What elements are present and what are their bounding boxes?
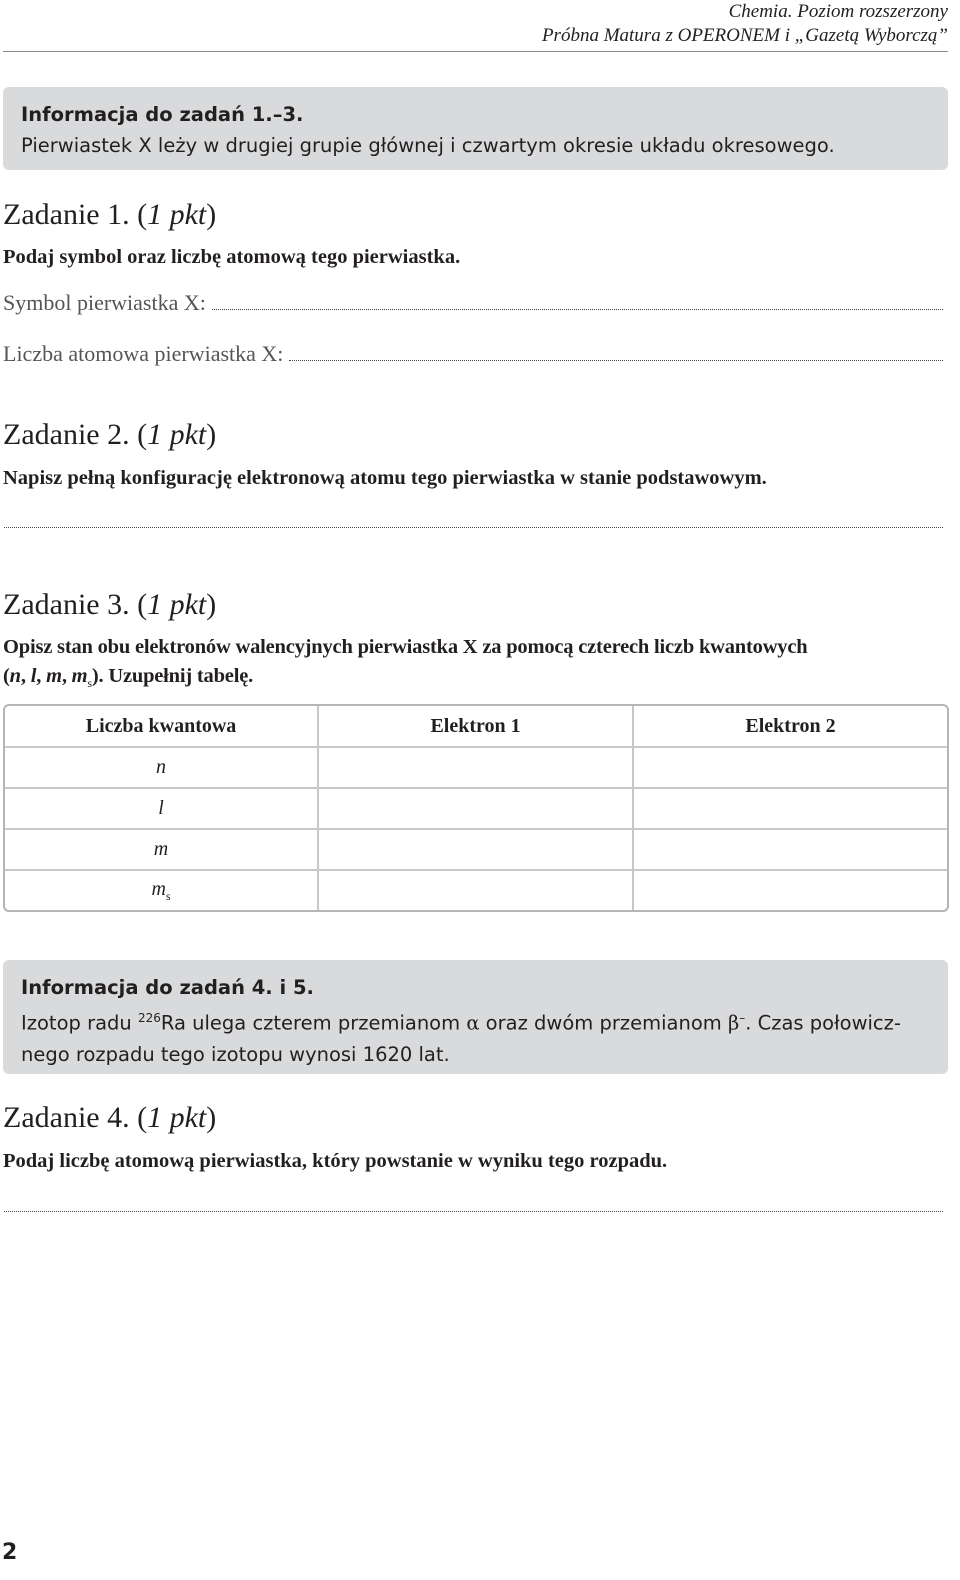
task-4-label: Zadanie 4. — [3, 1101, 130, 1134]
info-box-2-title: Informacja do zadań 4. i 5. — [21, 976, 314, 999]
task-1-heading: Zadanie 1. (1 pkt) — [3, 198, 217, 231]
task-3-heading: Zadanie 3. (1 pkt) — [3, 588, 217, 621]
page-number: 2 — [2, 1540, 18, 1565]
task-3-label: Zadanie 3. — [3, 588, 130, 621]
task-2-instruction: Napisz pełną konfigurację elektronową atomu tego pierwiastka w stanie podstawowym. — [3, 467, 767, 489]
electron-2-answer-cell[interactable] — [634, 830, 947, 871]
answer-line[interactable] — [289, 340, 943, 361]
task-3-points: 1 pkt — [147, 588, 207, 621]
info-box-2-text: Izotop radu $^{226}$Ra ulega czterem przemianom α oraz dwóm przemianom β–. Czas połowicz- — [21, 1011, 901, 1035]
page-header — [0, 0, 948, 48]
quantum-number-cell: l — [5, 789, 319, 830]
task-1-label: Zadanie 1. — [3, 198, 130, 231]
task-2-points: 1 pkt — [147, 418, 207, 451]
electron-2-answer-cell[interactable] — [634, 748, 947, 789]
quantum-number-cell: m — [5, 830, 319, 871]
info-box-2-text-cont: nego rozpadu tego izotopu wynosi 1620 lat. — [21, 1042, 450, 1066]
table-header-cell: Elektron 2 — [634, 706, 947, 748]
task-4-points: 1 pkt — [147, 1101, 207, 1134]
table-row — [5, 871, 947, 910]
task-4-heading: Zadanie 4. (1 pkt) — [3, 1101, 217, 1134]
header-divider — [3, 51, 948, 52]
electron-2-answer-cell[interactable] — [634, 871, 947, 910]
header-exam: Próbna Matura z OPERONEM i „Gazetą Wyborczą” — [541, 25, 948, 46]
table-row — [5, 748, 947, 789]
task-3-instruction — [3, 633, 951, 698]
table-row — [5, 789, 947, 830]
electron-1-answer-cell[interactable] — [319, 789, 634, 830]
header-subject: Chemia. Poziom rozszerzony — [728, 1, 948, 22]
task-4-answer-line[interactable] — [4, 1211, 943, 1212]
electron-2-answer-cell[interactable] — [634, 789, 947, 830]
electron-1-answer-cell[interactable] — [319, 748, 634, 789]
task-1-symbol-label: Symbol pierwiastka X: — [3, 290, 206, 315]
table-header-cell: Liczba kwantowa — [5, 706, 319, 748]
quantum-number-cell: n — [5, 748, 319, 789]
task-2-answer-line[interactable] — [4, 527, 943, 528]
task-1-atomic-number-label: Liczba atomowa pierwiastka X: — [3, 341, 284, 366]
task-1-symbol-field[interactable] — [3, 289, 943, 317]
info-box-1-title: Informacja do zadań 1.–3. — [21, 103, 304, 126]
table-header-row — [5, 706, 947, 748]
task-2-label: Zadanie 2. — [3, 418, 130, 451]
info-box-2 — [3, 960, 948, 1074]
task-1-atomic-number-field[interactable] — [3, 340, 943, 368]
task-2-heading: Zadanie 2. (1 pkt) — [3, 418, 217, 451]
electron-1-answer-cell[interactable] — [319, 871, 634, 910]
task-4-instruction: Podaj liczbę atomową pierwiastka, który powstanie w wyniku tego rozpadu. — [3, 1150, 668, 1172]
quantum-numbers-table — [3, 704, 949, 912]
info-box-1 — [3, 87, 948, 170]
quantum-number-cell: $m_s$ — [5, 871, 319, 910]
electron-1-answer-cell[interactable] — [319, 830, 634, 871]
answer-line[interactable] — [212, 289, 943, 310]
task-1-instruction: Podaj symbol oraz liczbę atomową tego pierwiastka. — [3, 246, 461, 268]
task-1-points: 1 pkt — [147, 198, 207, 231]
info-box-1-text: Pierwiastek X leży w drugiej grupie głównej i czwartym okresie układu okresowego. — [21, 134, 835, 157]
task-3-instruction-line-1: Opisz stan obu elektronów walencyjnych pierwiastka X za pomocą czterech liczb kwantowych — [3, 636, 808, 658]
table-header-cell: Elektron 1 — [319, 706, 634, 748]
task-3-instruction-line-2: (n, l, m, $m_s$). Uzupełnij tabelę. — [3, 665, 254, 691]
table-row — [5, 830, 947, 871]
